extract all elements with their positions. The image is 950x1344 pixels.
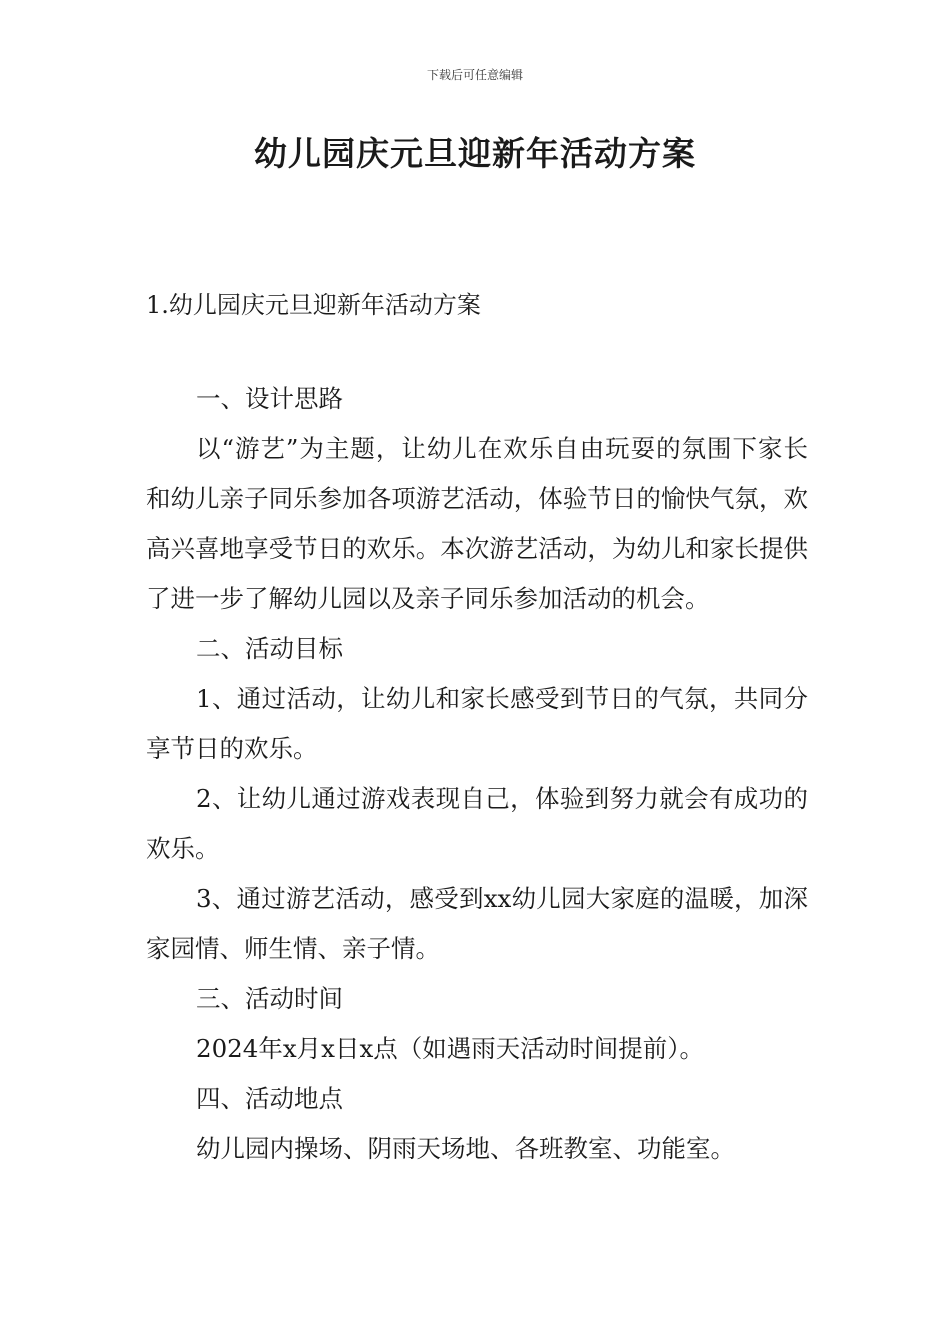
document-title: 幼儿园庆元旦迎新年活动方案 [254, 134, 696, 173]
paragraph-goal-2: 2、让幼儿通过游戏表现自己，体验到努力就会有成功的欢乐。 [146, 784, 808, 863]
paragraph-goal-3: 3、通过游艺活动，感受到xx幼儿园大家庭的温暖，加深家园情、师生情、亲子情。 [146, 884, 808, 963]
heading-activity-goals: 二、活动目标 [196, 634, 343, 663]
heading-activity-time: 三、活动时间 [196, 984, 343, 1013]
heading-design-idea: 一、设计思路 [196, 384, 343, 413]
paragraph-activity-time: 2024年x月x日x点（如遇雨天活动时间提前）。 [196, 1034, 705, 1063]
paragraph-activity-location: 幼儿园内操场、阴雨天场地、各班教室、功能室。 [196, 1134, 735, 1163]
document-body [146, 374, 808, 1174]
paragraph-design-idea: 以“游艺”为主题，让幼儿在欢乐自由玩耍的氛围下家长和幼儿亲子同乐参加各项游艺活动，体验节日的愉快气氛，欢高兴喜地享受节日的欢乐。本次游艺活动，为幼儿和家长提供了进一步了解幼儿园以及亲子同乐参加活动的机会。 [146, 434, 808, 613]
section-title: 1.幼儿园庆元旦迎新年活动方案 [146, 291, 481, 319]
paragraph-goal-1: 1、通过活动，让幼儿和家长感受到节日的气氛，共同分享节日的欢乐。 [146, 684, 808, 763]
header-note: 下载后可任意编辑 [426, 68, 523, 82]
heading-activity-location: 四、活动地点 [196, 1084, 343, 1113]
